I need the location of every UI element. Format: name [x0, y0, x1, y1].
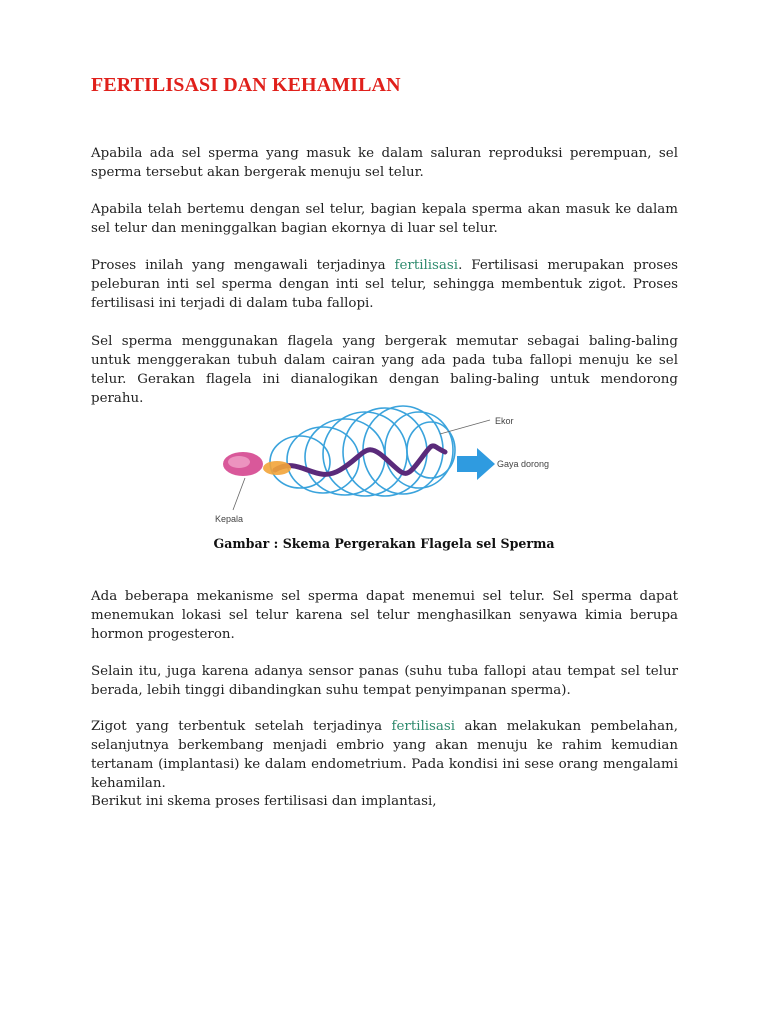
sperma-flagela-figure: [205, 400, 565, 530]
paragraph-3-text-b: . Fertilisasi merupakan proses peleburan inti sel sperma dengan inti sel telur, sehingga membentuk zigot. Proses fertilisasi ini terjadi di dalam tuba fallopi.: [91, 258, 678, 311]
label-ekor: Ekor: [495, 416, 514, 426]
paragraph-4: Sel sperma menggunakan flagela yang bergerak memutar sebagai baling-baling untuk menggerakan tubuh dalam cairan yang ada pada tuba fallopi menuju ke sel telur. Gerakan flagela ini dianalogikan dengan baling-baling untuk mendorong perahu.: [91, 334, 678, 406]
label-gaya-dorong: Gaya dorong: [497, 459, 550, 469]
paragraph-7: [91, 717, 678, 793]
fertilisasi-link[interactable]: fertilisasi: [394, 258, 459, 273]
label-kepala: Kepala: [215, 514, 244, 524]
figure-caption: Gambar : Skema Pergerakan Flagela sel Sperma: [213, 536, 555, 551]
paragraph-2: Apabila telah bertemu dengan sel telur, bagian kepala sperma akan masuk ke dalam sel telur dan meninggalkan bagian ekornya di luar sel telur.: [91, 202, 678, 236]
paragraph-6: Selain itu, juga karena adanya sensor panas (suhu tuba fallopi atau tempat sel telur berada, lebih tinggi dibandingkan suhu tempat penyimpanan sperma).: [91, 664, 678, 698]
midpiece: [263, 461, 291, 475]
flagellum-tail: [275, 446, 445, 474]
page-title: FERTILISASI DAN KEHAMILAN: [91, 74, 401, 96]
paragraph-8: Berikut ini skema proses fertilisasi dan implantasi,: [91, 794, 437, 809]
paragraph-3-text-a: Proses inilah yang mengawali terjadinya: [91, 258, 395, 273]
paragraph-7-text-b: akan melakukan pembelahan, selanjutnya berkembang menjadi embrio yang akan menuju ke rahim kemudian tertanam (implantasi) ke dalam endometrium. Pada kondisi ini sese orang mengalami kehamilan.: [91, 719, 678, 791]
paragraph-5: Ada beberapa mekanisme sel sperma dapat menemui sel telur. Sel sperma dapat menemukan lokasi sel telur karena sel telur menghasilkan senyawa kimia berupa hormon progesteron.: [91, 589, 678, 642]
push-arrow-icon: [457, 448, 495, 480]
fertilisasi-link-2[interactable]: fertilisasi: [391, 719, 456, 734]
paragraph-7-text-a: Zigot yang terbentuk setelah terjadinya: [91, 719, 392, 734]
paragraph-3: [91, 256, 678, 313]
paragraph-1: Apabila ada sel sperma yang masuk ke dalam saluran reproduksi perempuan, sel sperma tersebut akan bergerak menuju sel telur.: [91, 146, 678, 180]
flagella-diagram: [205, 400, 565, 530]
